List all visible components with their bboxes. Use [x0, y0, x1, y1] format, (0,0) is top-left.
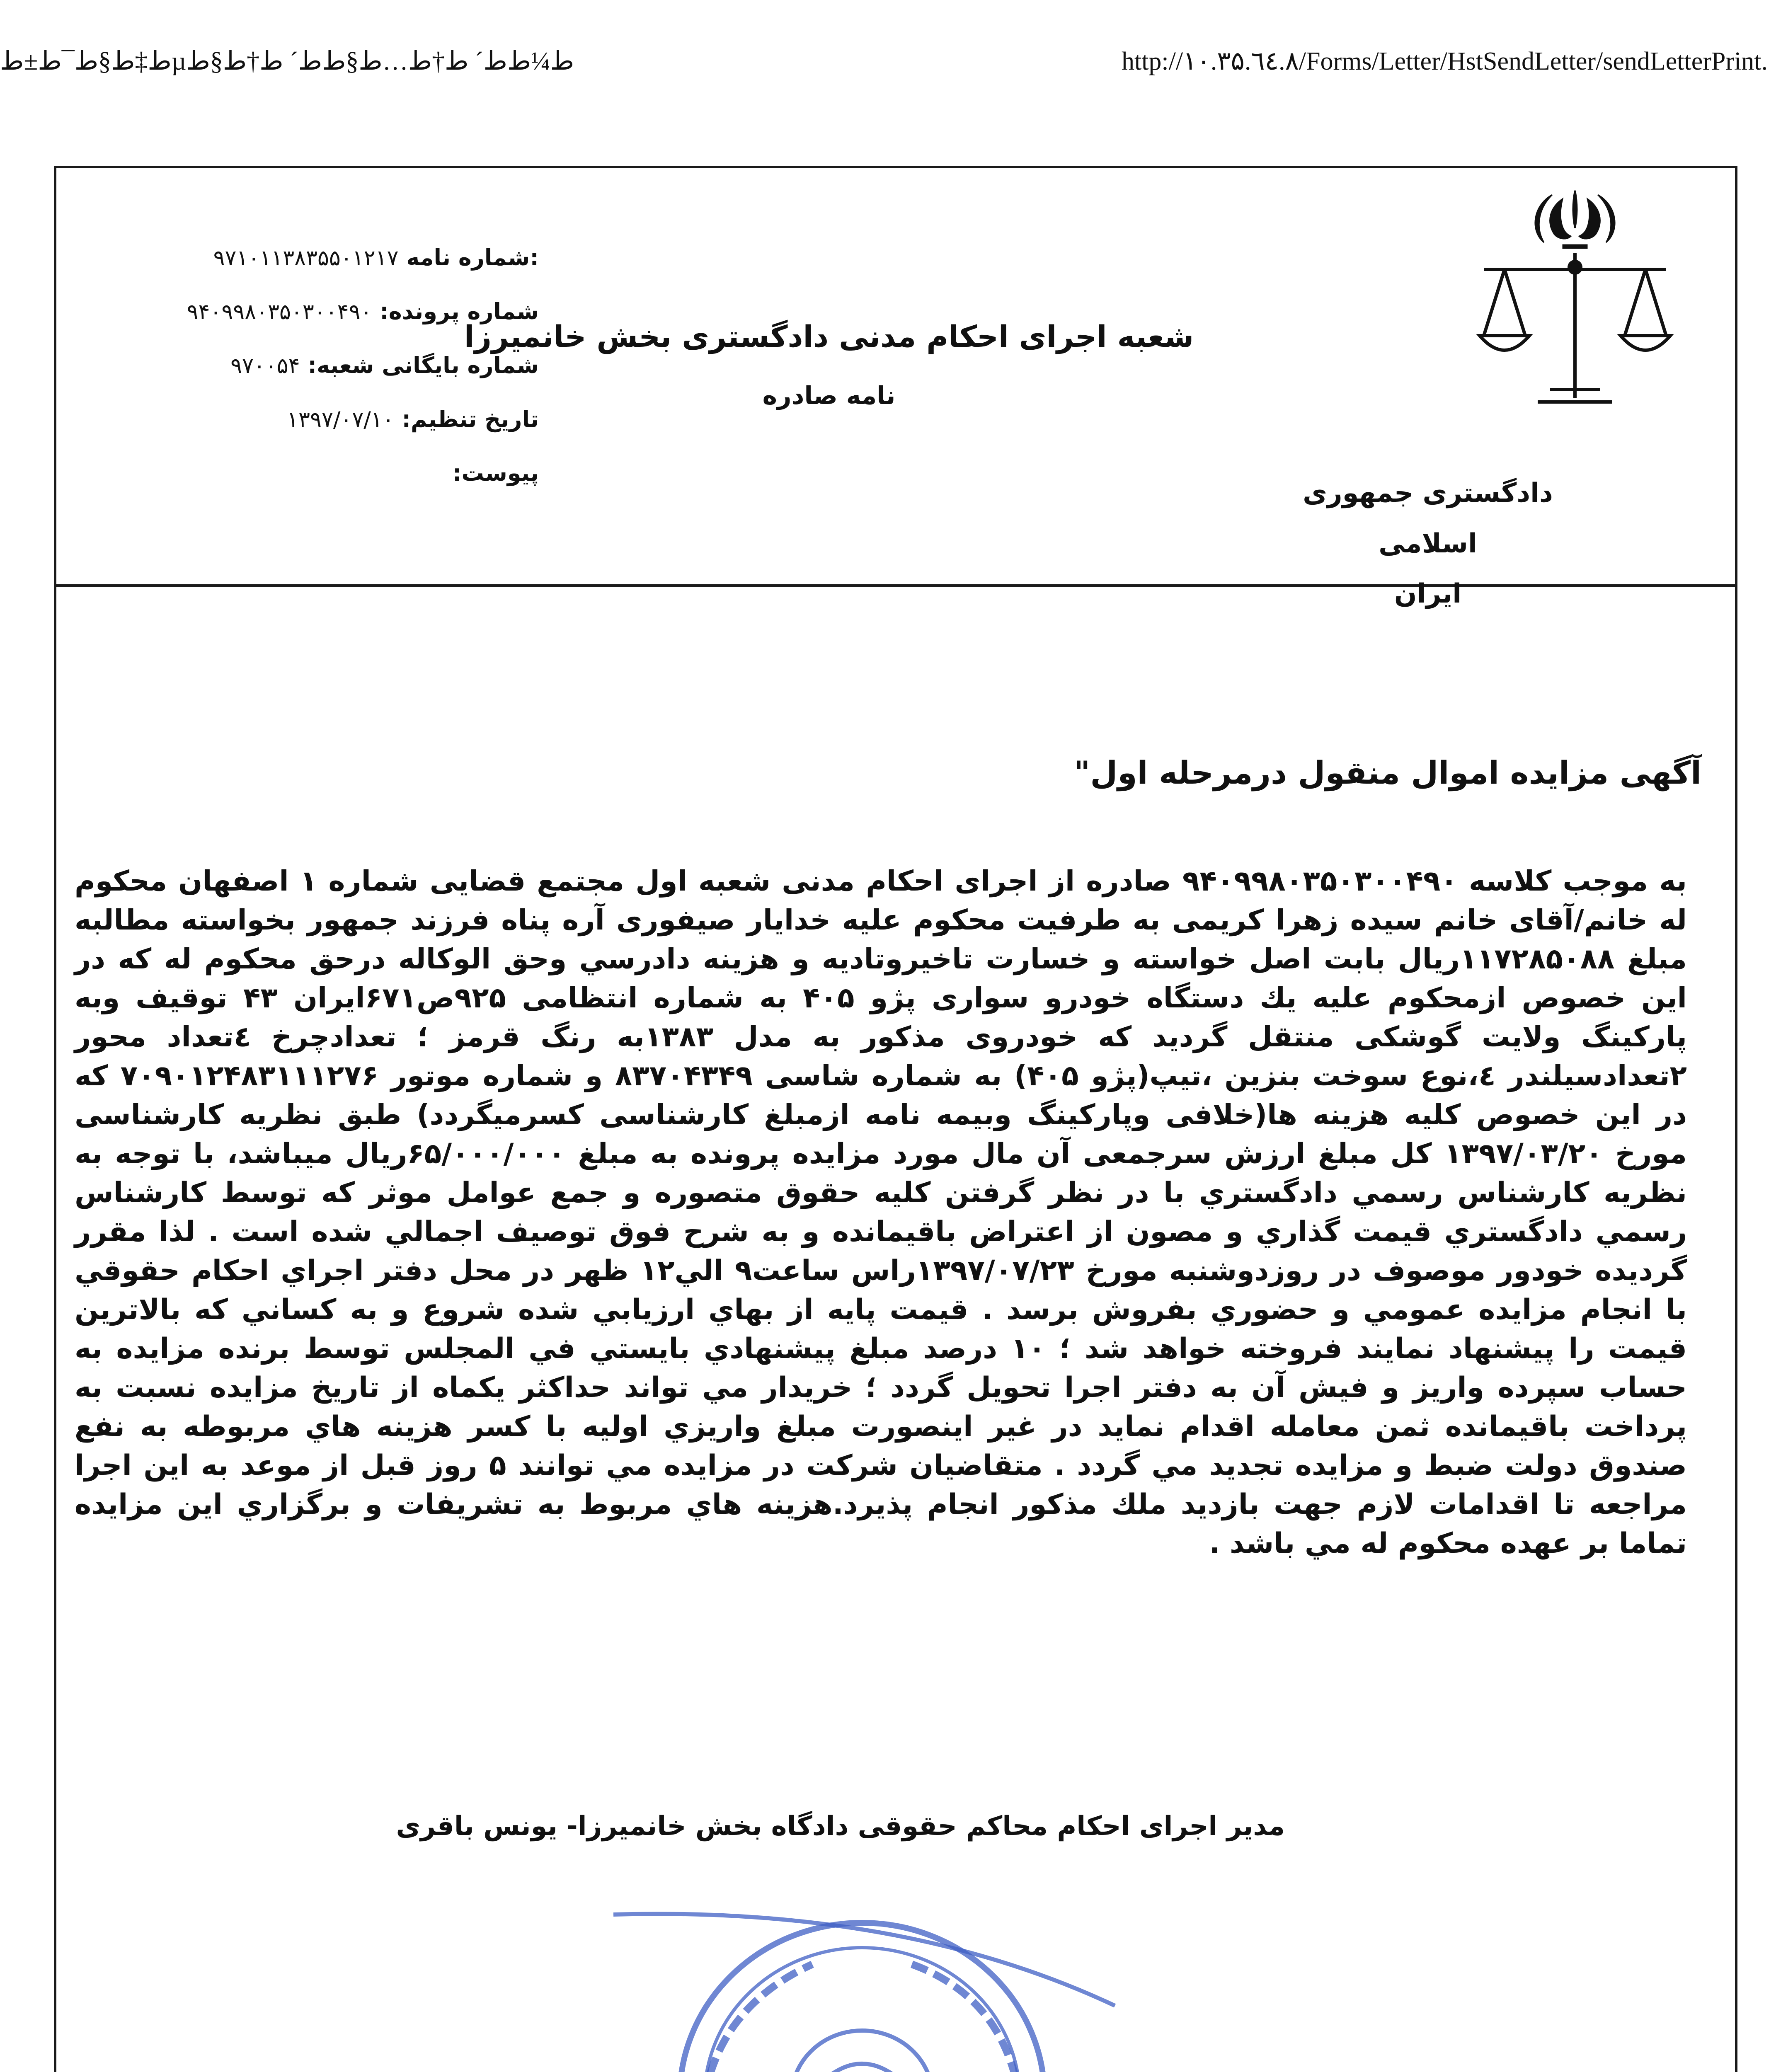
print-page-title: ﻁ‡ﻁ§ﻁ¯ﻁ±ﻁµﻁ¼ﻁﻁ´ ﻁ†ﻁ…ﻁ§ﻁﻁ´ ﻁ†ﻁ§ﻁ [0, 47, 574, 75]
archive-number-row [124, 352, 539, 406]
date-label: تاریخ تنظیم: [402, 406, 539, 432]
notice-body: به موجب کلاسه ۹۴۰۹۹۸۰۳۵۰۳۰۰۴۹۰ صادره از اجرای احکام مدنی شعبه اول مجتمع قضایی شماره ۱ اصفهان محکوم له خانم/آقای خانم سیده زهرا کریمی به طرفیت محکوم علیه خدایار صیفوری آره پناه فرزند جمهور بخواسته مطالبه مبلغ ۱۱۷۲۸۵۰۸۸ریال بابت اصل خواسته و خسارت تاخیروتادیه و هزینه دادرسي وحق الوكاله درحق محکوم له که در این خصوص ازمحکوم علیه یك دستگاه خودرو سواری پژو ۴۰۵ به شماره انتظامی ۹۲۵ص۶۷۱ایران ۴۳ توقیف وبه پارکینگ ولایت گوشکی منتقل گردید که خودروی مذکور به مدل ۱۳۸۳به رنگ قرمز ؛ تعدادچرخ ٤تعداد محور ۲تعدادسیلندر ٤،نوع سوخت بنزین ،تیپ(پژو ۴۰۵) به شماره شاسی ۸۳۷۰۴۳۴۹ و شماره موتور ۷۰۹۰۱۲۴۸۳۱۱۱۲۷۶ که در این خصوص کلیه هزینه ها(خلافی وپارکینگ وبیمه نامه ازمبلغ کارشناسی کسرمیگردد) طبق نظریه کارشناسی مورخ ۱۳۹۷/۰۳/۲۰ کل مبلغ ارزش سرجمعی آن مال مورد مزایده پرونده به مبلغ ۶۵/۰۰۰/۰۰۰ریال میباشد، با توجه به نظريه كارشناس رسمي دادگستري با در نظر گرفتن كليه حقوق متصوره و جمع عوامل موثر كه توسط كارشناس رسمي دادگستري قيمت گذاري و مصون از اعتراض باقيمانده و به شرح فوق توصيف اجمالي شده است . لذا مقرر گرديده خودور موصوف در روزدوشنبه مورخ ۱۳۹۷/۰۷/۲۳راس ساعت۹ الي۱۲ ظهر در محل دفتر اجراي احكام حقوقي با انجام مزايده عمومي و حضوري بفروش برسد . قيمت پايه از بهاي ارزيابي شده شروع و به كساني كه بالاترين قيمت را پيشنهاد نمايند فروخته خواهد شد ؛ ۱۰ درصد مبلغ پيشنهادي بايستي في المجلس توسط برنده مزايده به حساب سپرده واريز و فيش آن به دفتر اجرا تحويل گردد ؛ خريدار مي تواند حداكثر يكماه از تاريخ مزايده نسبت به پرداخت باقيمانده ثمن معامله اقدام نمايد در غير اينصورت مبلغ واريزي اوليه با كسر هزينه هاي مربوطه به نفع صندوق دولت ضبط و مزايده تجديد مي گردد . متقاضيان شركت در مزايده مي توانند ۵ روز قبل از موعد به اين اجرا مراجعه تا اقدامات لازم جهت بازديد ملك مذكور انجام پذيرد.هزينه هاي مربوط به تشريفات و برگزاري اين مزايده تماما بر عهده محكوم له مي باشد . [75, 865, 1687, 1560]
office-title: شعبه اجرای احکام مدنی دادگستری بخش خانمیرزا [464, 319, 1194, 354]
date-value: ۱۳۹۷/۰۷/۱۰ [287, 407, 394, 432]
letter-meta [124, 244, 539, 514]
browser-print-header [0, 41, 1776, 83]
attachment-row [124, 460, 539, 514]
print-page-url: http://۱۰.۳۵.٦٤.۸/Forms/Letter/HstSendLetter/sendLetterPrint. [1121, 47, 1768, 75]
official-circular-stamp-icon [613, 1881, 1127, 2072]
case-number-value: ۹۴۰۹۹۸۰۳۵۰۳۰۰۴۹۰ [187, 300, 372, 324]
court-name [1262, 468, 1594, 620]
case-number-label: شماره پرونده: [380, 298, 539, 324]
notice-title: آگهی مزایده اموال منقول درمرحله اول" [1073, 754, 1701, 791]
archive-number-value: ۹۷۰۰۵۴ [230, 353, 300, 378]
letter-number-value: ۹۷۱۰۱۱۳۸۳۵۵۰۱۲۱۷ [213, 246, 399, 271]
case-number-row [124, 298, 539, 352]
court-name-line1: دادگستری جمهوری اسلامی [1303, 478, 1553, 559]
signature-line: مدیر اجرای احکام محاکم حقوقی دادگاه بخش خانمیرزا- یونس باقری [396, 1811, 1285, 1842]
date-row [124, 406, 539, 460]
archive-number-label: شماره بایگانی شعبه: [308, 352, 539, 378]
letter-number-row [124, 244, 539, 298]
court-name-line2: ایران [1394, 579, 1462, 610]
attachment-label: پیوست: [452, 460, 539, 486]
iran-emblem-scales-icon [1467, 182, 1683, 423]
office-subtitle: نامه صادره [762, 381, 896, 410]
letter-number-label: :شماره نامه [406, 244, 539, 271]
